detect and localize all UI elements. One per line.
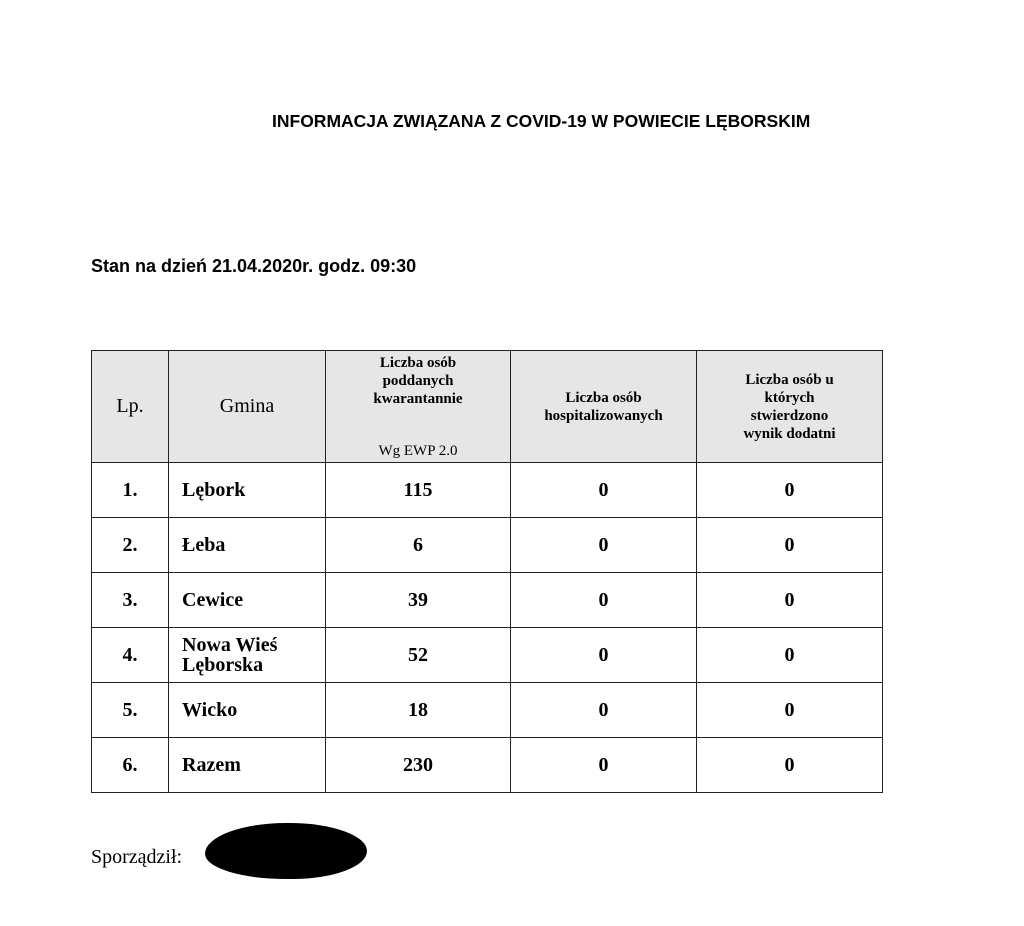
header-lp: Lp.	[92, 351, 169, 463]
table-row	[92, 738, 883, 793]
cell-hospitalized: 0	[511, 518, 697, 573]
cell-positive: 0	[697, 738, 883, 793]
header-quarantine	[326, 351, 511, 463]
cell-positive: 0	[697, 683, 883, 738]
cell-hospitalized: 0	[511, 738, 697, 793]
cell-positive: 0	[697, 628, 883, 683]
cell-hospitalized: 0	[511, 683, 697, 738]
table-header-row	[92, 351, 883, 463]
cell-lp: 2.	[92, 518, 169, 573]
covid-statistics-table	[91, 350, 883, 793]
redacted-name-mark	[205, 823, 367, 879]
cell-quarantine: 52	[326, 628, 511, 683]
header-gmina: Gmina	[169, 351, 326, 463]
cell-quarantine: 6	[326, 518, 511, 573]
cell-positive: 0	[697, 518, 883, 573]
table-row	[92, 628, 883, 683]
cell-quarantine: 18	[326, 683, 511, 738]
header-hospitalized: Liczba osób hospitalizowanych	[511, 351, 697, 463]
cell-quarantine: 39	[326, 573, 511, 628]
cell-gmina: Cewice	[169, 573, 326, 628]
table-row	[92, 518, 883, 573]
cell-quarantine: 115	[326, 463, 511, 518]
cell-lp: 3.	[92, 573, 169, 628]
cell-lp: 4.	[92, 628, 169, 683]
cell-gmina: Razem	[169, 738, 326, 793]
header-quarantine-label: Liczba osób poddanych kwarantannie	[373, 355, 463, 407]
cell-gmina: Łeba	[169, 518, 326, 573]
cell-positive: 0	[697, 573, 883, 628]
document-title: INFORMACJA ZWIĄZANA Z COVID-19 W POWIECIE LĘBORSKIM	[272, 111, 811, 131]
cell-lp: 5.	[92, 683, 169, 738]
table-row	[92, 463, 883, 518]
status-date-line: Stan na dzień 21.04.2020r. godz. 09:30	[91, 256, 417, 276]
cell-gmina: Nowa Wieś Lęborska	[169, 628, 326, 683]
cell-gmina: Lębork	[169, 463, 326, 518]
cell-hospitalized: 0	[511, 628, 697, 683]
cell-lp: 1.	[92, 463, 169, 518]
table-row	[92, 573, 883, 628]
cell-hospitalized: 0	[511, 463, 697, 518]
cell-quarantine: 230	[326, 738, 511, 793]
cell-lp: 6.	[92, 738, 169, 793]
cell-hospitalized: 0	[511, 573, 697, 628]
table-row	[92, 683, 883, 738]
prepared-by-label: Sporządził:	[91, 846, 183, 868]
header-quarantine-note: Wg EWP 2.0	[378, 443, 458, 459]
cell-gmina: Wicko	[169, 683, 326, 738]
cell-positive: 0	[697, 463, 883, 518]
header-positive: Liczba osób u których stwierdzono wynik dodatni	[697, 351, 883, 463]
